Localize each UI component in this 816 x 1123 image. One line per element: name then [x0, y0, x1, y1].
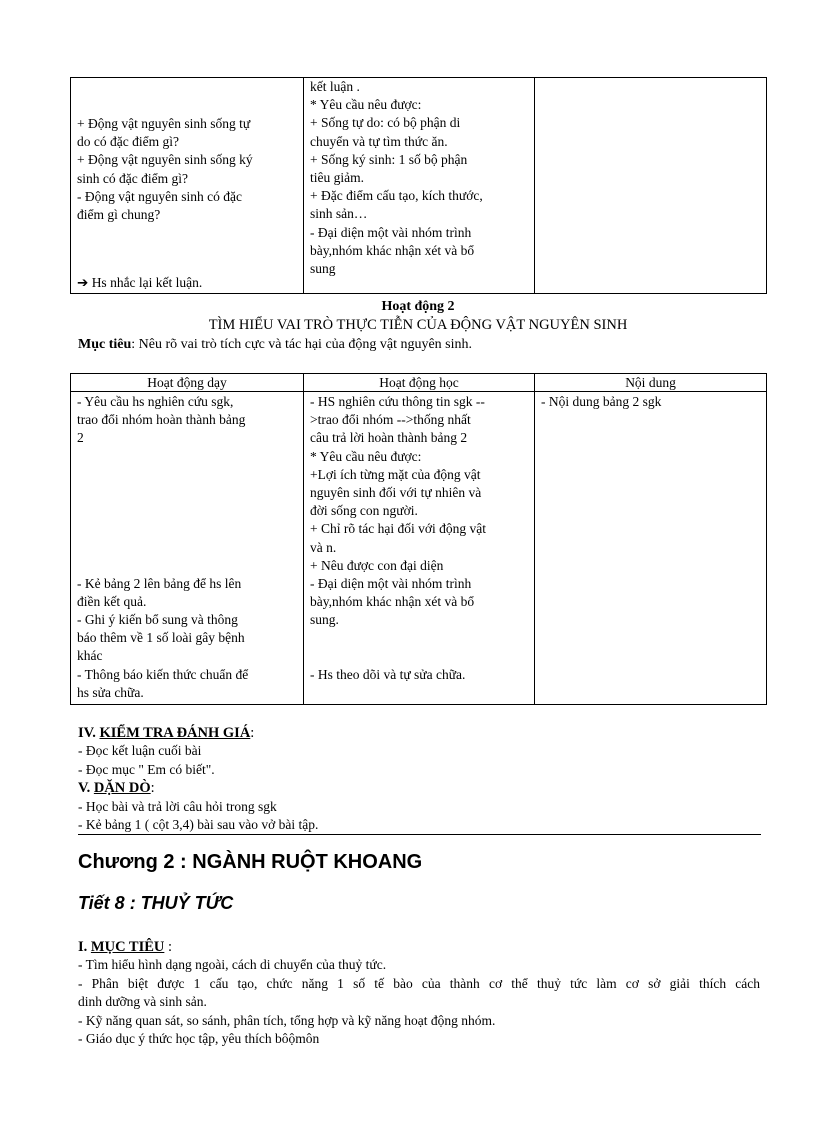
table2-col2-line: đời sống con người.: [310, 503, 418, 519]
table1-teacher-cell: [71, 78, 304, 294]
table1-col1-line: điểm gì chung?: [77, 207, 161, 223]
table1-col1-line: sinh có đặc điểm gì?: [77, 170, 188, 186]
activity2-table: [70, 373, 767, 705]
objective-text: : Nêu rõ vai trò tích cực và tác hại của động vật nguyên sinh.: [131, 337, 473, 352]
table1-col1-line: do có đặc điểm gì?: [77, 134, 179, 150]
table1-col2-line: - Đại diện một vài nhóm trình: [310, 224, 472, 240]
table2-col1-line: trao đổi nhóm hoàn thành bảng: [77, 412, 246, 428]
table2-col1-line: - Thông báo kiến thức chuẩn để: [77, 666, 249, 682]
assessment-item: - Đọc kết luận cuối bài: [78, 743, 202, 759]
objectives-heading: [78, 938, 760, 956]
activity2-heading: Hoạt động 2: [381, 299, 455, 314]
table2-col2-line: - HS nghiên cứu thông tin sgk --: [310, 394, 485, 409]
activity2-objective: [78, 337, 472, 353]
table1-col1-line: + Động vật nguyên sinh sống ký: [77, 152, 253, 168]
table2-col2-line: sung.: [310, 612, 339, 628]
objectives-item: - Tìm hiểu hình dạng ngoài, cách di chuyển của thuỷ tức.: [78, 957, 387, 973]
table1-col2-line: sung: [310, 261, 336, 277]
table2-col2-line: * Yêu cầu nêu được:: [310, 448, 422, 464]
chapter-title: Chương 2 : NGÀNH RUỘT KHOANG: [78, 851, 423, 873]
table1-col2-line: sinh sản…: [310, 206, 368, 222]
table2-col1-line: - Yêu cầu hs nghiên cứu sgk,: [77, 394, 234, 409]
objectives-heading-prefix: I.: [78, 939, 91, 955]
table2-col1-line: báo thêm về 1 số loài gây bệnh: [77, 630, 245, 646]
objectives-section: [78, 938, 760, 1048]
table1-student-cell: [304, 78, 535, 294]
objectives-heading-text: MỤC TIÊU: [90, 939, 165, 955]
table2-student-cell: [304, 392, 535, 705]
table1-col2-line: bày,nhóm khác nhận xét và bổ: [310, 242, 475, 258]
lesson-title: Tiết 8 : THUỶ TỨC: [78, 893, 234, 913]
table2-col2-line: >trao đổi nhóm -->thống nhất: [310, 412, 471, 428]
assessment-heading-suffix: :: [250, 725, 255, 741]
table1-col2-line: tiêu giảm.: [310, 170, 364, 186]
table2-col1-line: khác: [77, 648, 103, 664]
table2-col1-line: - Ghi ý kiến bổ sung và thông: [77, 612, 238, 628]
table2-col2-last: - Hs theo dõi và tự sửa chữa.: [310, 666, 466, 682]
assessment-heading: [78, 724, 768, 742]
table2-col2-line: +Lợi ích từng mặt của động vật: [310, 466, 481, 482]
table1-col2-line: * Yêu cầu nêu được:: [310, 97, 422, 113]
homework-heading-prefix: V.: [78, 780, 94, 797]
table1-content-cell: [535, 78, 767, 294]
arrow-right-icon: ➔: [77, 275, 89, 291]
objectives-item: dinh dưỡng và sinh sản.: [78, 994, 207, 1010]
table1-col1-last: [77, 274, 297, 292]
table1-col2-line: + Sống ký sinh: 1 số bộ phận: [310, 151, 468, 167]
table2-col1-line: điền kết quả.: [77, 593, 147, 609]
table1-col1-line: + Động vật nguyên sinh sống tự: [77, 116, 251, 131]
assessment-item: - Đọc mục " Em có biết".: [78, 761, 215, 777]
table2-col3-line: - Nội dung bảng 2 sgk: [541, 394, 662, 409]
table2-col2-line: + Chỉ rõ tác hại đối với động vật: [310, 521, 486, 537]
table2-col2-line: và n.: [310, 539, 337, 555]
table2-content-cell: [535, 392, 767, 705]
table2-col2-line: - Đại diện một vài nhóm trình: [310, 576, 472, 592]
table2-col1-line: 2: [77, 430, 84, 446]
homework-heading-suffix: :: [150, 780, 155, 797]
table2-header-learning: Hoạt động học: [304, 374, 535, 392]
table2-header-content: Nội dung: [535, 374, 767, 392]
table2-col2-line: câu trả lời hoàn thành bảng 2: [310, 430, 468, 446]
table2-col2-line: nguyên sinh đối với tự nhiên và: [310, 485, 482, 501]
activity1-table: [70, 77, 767, 294]
assessment-heading-text: KIỂM TRA ĐÁNH GIÁ: [99, 725, 251, 741]
homework-heading: [78, 779, 768, 797]
table2-header-teaching: Hoạt động dạy: [71, 374, 304, 392]
table2-col2-line: + Nêu được con đại diện: [310, 557, 444, 573]
table1-col2-line: + Sống tự do: có bộ phận di: [310, 115, 461, 131]
table1-col1-last-text: Hs nhắc lại kết luận.: [91, 275, 203, 291]
objectives-item: - Phân biệt được 1 cấu tạo, chức năng 1 số tế bào của thành cơ thể thuỷ tức làm cơ sở giải thích cách: [78, 975, 760, 991]
table1-col2-line: chuyển và tự tìm thức ăn.: [310, 133, 448, 149]
assessment-section: [78, 724, 768, 834]
table1-col2-line: kết luận .: [310, 79, 360, 94]
assessment-heading-prefix: IV.: [78, 725, 100, 741]
table2-teacher-cell: [71, 392, 304, 705]
table2-col1-line: hs sửa chữa.: [77, 684, 144, 700]
objectives-item: - Kỹ năng quan sát, so sánh, phân tích, tổng hợp và kỹ năng hoạt động nhóm.: [78, 1012, 496, 1028]
objectives-heading-suffix: :: [164, 939, 173, 955]
activity2-title: TÌM HIỂU VAI TRÒ THỰC TIỄN CỦA ĐỘNG VẬT NGUYÊN SINH: [208, 317, 628, 333]
table2-col1-line: - Kẻ bảng 2 lên bảng để hs lên: [77, 575, 242, 591]
objectives-item: - Giáo dục ý thức học tập, yêu thích bôộmôn: [78, 1031, 320, 1047]
table1-col1-line: - Động vật nguyên sinh có đặc: [77, 188, 242, 204]
objective-label: Mục tiêu: [78, 337, 132, 352]
homework-heading-text: DẶN DÒ: [93, 780, 151, 797]
table1-col2-line: + Đặc điểm cấu tạo, kích thước,: [310, 188, 483, 204]
homework-item: - Kẻ bảng 1 ( cột 3,4) bài sau vào vở bài tập.: [78, 817, 319, 833]
section-divider: [78, 834, 761, 835]
homework-item: - Học bài và trả lời câu hỏi trong sgk: [78, 798, 277, 814]
table2-col2-line: bày,nhóm khác nhận xét và bổ: [310, 594, 475, 610]
